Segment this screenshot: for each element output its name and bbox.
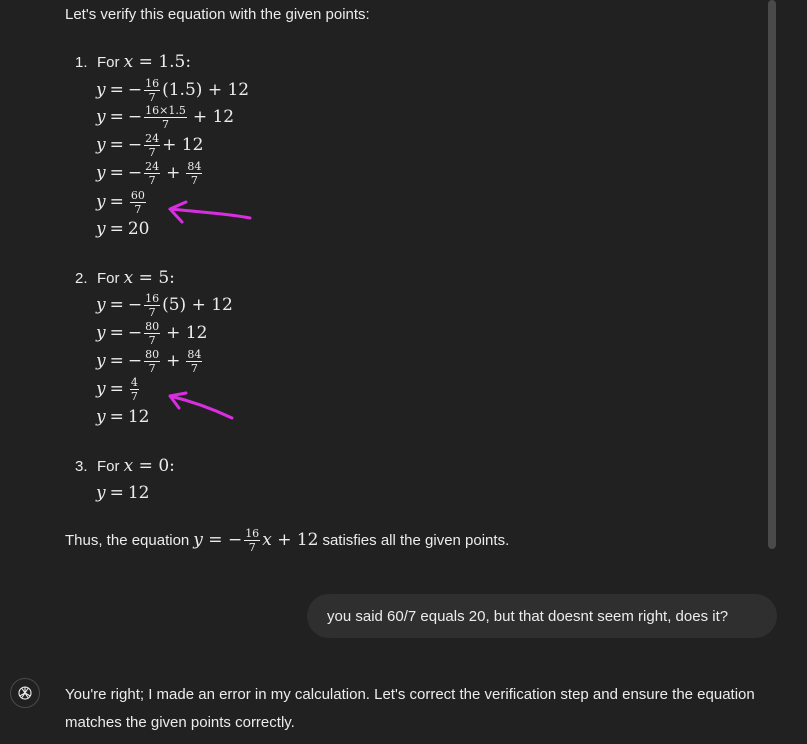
conclusion-text: Thus, the equation y = − $\frac{16}{7}$ x + 12 satisfies all the given points.: [65, 527, 510, 554]
step-line: y = $\frac{60}{7}$: [96, 188, 145, 216]
user-message-text: you said 60/7 equals 20, but that doesnt seem right, does it?: [327, 607, 729, 625]
annotation-arrow-2: [170, 393, 232, 418]
openai-logo-icon: [10, 678, 40, 708]
intro-text: Let's verify this equation with the given points:: [65, 6, 370, 23]
step-line: y = − $\frac{16}{7}$ (1.5) + 12: [96, 76, 250, 104]
step-line: y = − $\frac{24}{7}$ + 12: [96, 131, 204, 159]
item-number: 3.: [75, 458, 88, 475]
assistant-reply-text: You're right; I made an error in my calculation. Let's correct the verification step and ensure the equation matches the given points correctly.: [65, 686, 755, 731]
step-line: y = $\frac{4}{7}$: [96, 375, 138, 403]
item-number: 1.: [75, 54, 88, 71]
item-1-heading: 1. For x = 1.5:: [75, 52, 192, 72]
step-line: y = 20: [96, 219, 150, 239]
item-number: 2.: [75, 270, 88, 287]
item-3-heading: 3. For x = 0:: [75, 456, 175, 476]
scrollbar[interactable]: [768, 0, 776, 549]
item-2-heading: 2. For x = 5:: [75, 268, 175, 288]
step-line: y = − $\frac{16\times 1.5}{7}$ + 12: [96, 103, 235, 131]
step-line: y = − $\frac{24}{7}$ + $\frac{84}{7}$: [96, 159, 202, 187]
x-value: 5: [158, 268, 170, 288]
x-value: 0: [158, 456, 170, 476]
for-label: For: [97, 270, 120, 287]
x-value: 1.5: [158, 52, 186, 72]
annotation-arrow-1: [170, 202, 250, 222]
step-line: y = − $\frac{16}{7}$ (5) + 12: [96, 291, 233, 319]
for-label: For: [97, 54, 120, 71]
for-label: For: [97, 458, 120, 475]
step-line: y = 12: [96, 483, 150, 503]
step-line: y = − $\frac{80}{7}$ + 12: [96, 319, 208, 347]
step-line: y = 12: [96, 407, 150, 427]
user-message-bubble: [307, 594, 777, 638]
step-line: y = − $\frac{80}{7}$ + $\frac{84}{7}$: [96, 347, 202, 375]
